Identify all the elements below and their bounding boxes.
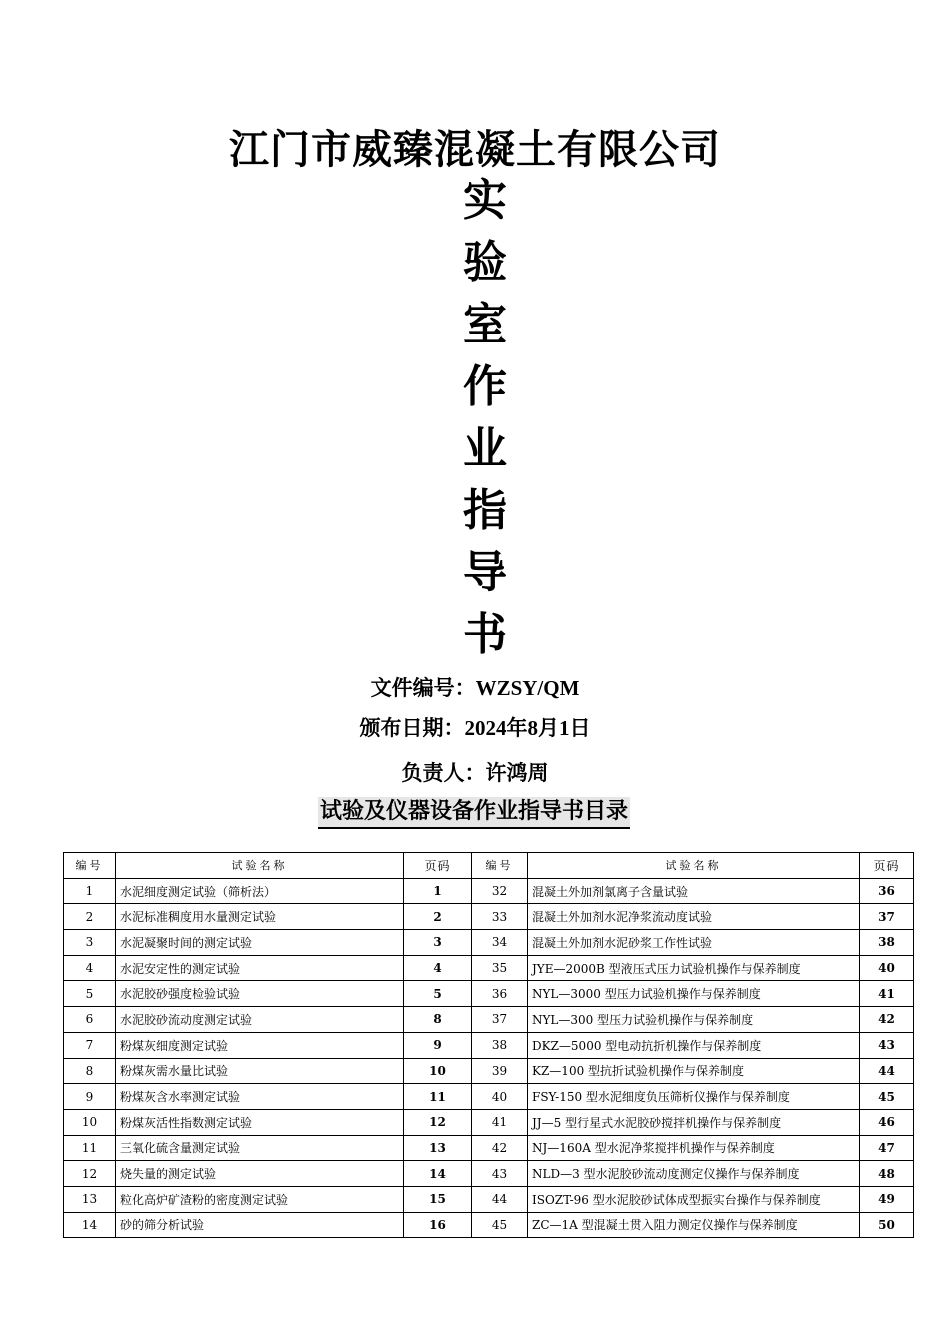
item-page: 15 <box>404 1186 472 1212</box>
company-name: 江门市威臻混凝土有限公司 <box>229 127 721 173</box>
item-number: 1 <box>64 878 116 904</box>
item-page: 37 <box>860 904 914 930</box>
item-number: 36 <box>472 981 528 1007</box>
item-name: ISOZT-96 型水泥胶砂试体成型振实台操作与保养制度 <box>528 1186 860 1212</box>
item-name: 三氧化硫含量测定试验 <box>116 1135 404 1161</box>
item-name: 水泥标准稠度用水量测定试验 <box>116 904 404 930</box>
item-number: 6 <box>64 1007 116 1033</box>
item-number: 7 <box>64 1032 116 1058</box>
item-page: 38 <box>860 930 914 956</box>
title-char: 室 <box>463 299 507 350</box>
item-page: 3 <box>404 930 472 956</box>
doc-number: 文件编号：WZSY/QM <box>370 676 580 700</box>
header-page: 页码 <box>404 853 472 879</box>
item-number: 8 <box>64 1058 116 1084</box>
item-name: 粉煤灰活性指数测定试验 <box>116 1109 404 1135</box>
item-page: 1 <box>404 878 472 904</box>
item-name: NLD—3 型水泥胶砂流动度测定仪操作与保养制度 <box>528 1161 860 1187</box>
item-page: 43 <box>860 1032 914 1058</box>
table-row <box>64 981 914 1007</box>
toc-title: 试验及仪器设备作业指导书目录 <box>318 797 630 829</box>
item-page: 12 <box>404 1109 472 1135</box>
item-number: 3 <box>64 930 116 956</box>
header-no: 编号 <box>472 853 528 879</box>
table-row <box>64 1109 914 1135</box>
item-number: 37 <box>472 1007 528 1033</box>
item-name: JYE—2000B 型液压式压力试验机操作与保养制度 <box>528 955 860 981</box>
item-page: 41 <box>860 981 914 1007</box>
item-number: 45 <box>472 1212 528 1238</box>
title-char: 书 <box>463 609 507 660</box>
item-number: 2 <box>64 904 116 930</box>
item-number: 43 <box>472 1161 528 1187</box>
item-number: 44 <box>472 1186 528 1212</box>
table-row <box>64 1135 914 1161</box>
item-name: 粉煤灰需水量比试验 <box>116 1058 404 1084</box>
table-row <box>64 1058 914 1084</box>
item-name: 粒化高炉矿渣粉的密度测定试验 <box>116 1186 404 1212</box>
item-page: 10 <box>404 1058 472 1084</box>
item-number: 34 <box>472 930 528 956</box>
title-char: 作 <box>463 361 507 412</box>
item-page: 47 <box>860 1135 914 1161</box>
item-page: 11 <box>404 1084 472 1110</box>
item-page: 45 <box>860 1084 914 1110</box>
item-page: 46 <box>860 1109 914 1135</box>
header-name: 试验名称 <box>528 853 860 879</box>
item-name: 粉煤灰细度测定试验 <box>116 1032 404 1058</box>
table-row <box>64 1186 914 1212</box>
item-name: NYL—3000 型压力试验机操作与保养制度 <box>528 981 860 1007</box>
item-name: 水泥胶砂强度检验试验 <box>116 981 404 1007</box>
item-name: DKZ—5000 型电动抗折机操作与保养制度 <box>528 1032 860 1058</box>
title-char: 业 <box>463 423 507 474</box>
header-no: 编号 <box>64 853 116 879</box>
table-row <box>64 1161 914 1187</box>
item-name: 混凝土外加剂水泥净浆流动度试验 <box>528 904 860 930</box>
item-name: FSY-150 型水泥细度负压筛析仪操作与保养制度 <box>528 1084 860 1110</box>
item-number: 4 <box>64 955 116 981</box>
item-number: 9 <box>64 1084 116 1110</box>
item-number: 5 <box>64 981 116 1007</box>
table-row <box>64 1212 914 1238</box>
table-row <box>64 878 914 904</box>
item-page: 4 <box>404 955 472 981</box>
item-number: 35 <box>472 955 528 981</box>
item-number: 33 <box>472 904 528 930</box>
item-name: 混凝土外加剂水泥砂浆工作性试验 <box>528 930 860 956</box>
item-page: 14 <box>404 1161 472 1187</box>
item-number: 39 <box>472 1058 528 1084</box>
responsible-person: 负责人：许鸿周 <box>401 761 549 785</box>
table-row <box>64 1007 914 1033</box>
item-page: 49 <box>860 1186 914 1212</box>
title-char: 指 <box>463 485 507 536</box>
item-number: 41 <box>472 1109 528 1135</box>
header-page: 页码 <box>860 853 914 879</box>
item-name: 砂的筛分析试验 <box>116 1212 404 1238</box>
item-number: 14 <box>64 1212 116 1238</box>
item-page: 9 <box>404 1032 472 1058</box>
item-name: 烧失量的测定试验 <box>116 1161 404 1187</box>
item-page: 44 <box>860 1058 914 1084</box>
table-row <box>64 1084 914 1110</box>
vertical-title <box>440 170 530 666</box>
item-page: 50 <box>860 1212 914 1238</box>
item-name: 水泥安定性的测定试验 <box>116 955 404 981</box>
item-number: 11 <box>64 1135 116 1161</box>
title-char: 导 <box>463 547 507 598</box>
table-header <box>64 853 914 879</box>
title-char: 验 <box>463 237 507 288</box>
header-name: 试验名称 <box>116 853 404 879</box>
item-number: 40 <box>472 1084 528 1110</box>
item-number: 10 <box>64 1109 116 1135</box>
toc-table <box>63 852 914 1238</box>
item-name: 水泥胶砂流动度测定试验 <box>116 1007 404 1033</box>
item-page: 5 <box>404 981 472 1007</box>
table-row <box>64 1032 914 1058</box>
table-row <box>64 904 914 930</box>
item-name: 粉煤灰含水率测定试验 <box>116 1084 404 1110</box>
item-number: 12 <box>64 1161 116 1187</box>
title-char: 实 <box>463 175 507 226</box>
item-page: 42 <box>860 1007 914 1033</box>
item-name: 水泥凝聚时间的测定试验 <box>116 930 404 956</box>
item-page: 2 <box>404 904 472 930</box>
item-name: NJ—160A 型水泥净浆搅拌机操作与保养制度 <box>528 1135 860 1161</box>
item-number: 13 <box>64 1186 116 1212</box>
item-number: 38 <box>472 1032 528 1058</box>
item-page: 8 <box>404 1007 472 1033</box>
item-page: 13 <box>404 1135 472 1161</box>
item-page: 36 <box>860 878 914 904</box>
issue-date: 颁布日期：2024年8月1日 <box>359 716 591 740</box>
item-name: 水泥细度测定试验（筛析法） <box>116 878 404 904</box>
table-row <box>64 955 914 981</box>
item-number: 42 <box>472 1135 528 1161</box>
item-name: NYL—300 型压力试验机操作与保养制度 <box>528 1007 860 1033</box>
table-row <box>64 930 914 956</box>
item-number: 32 <box>472 878 528 904</box>
item-name: 混凝土外加剂氯离子含量试验 <box>528 878 860 904</box>
item-page: 48 <box>860 1161 914 1187</box>
item-name: JJ—5 型行星式水泥胶砂搅拌机操作与保养制度 <box>528 1109 860 1135</box>
item-page: 16 <box>404 1212 472 1238</box>
item-name: ZC—1A 型混凝土贯入阻力测定仪操作与保养制度 <box>528 1212 860 1238</box>
item-page: 40 <box>860 955 914 981</box>
item-name: KZ—100 型抗折试验机操作与保养制度 <box>528 1058 860 1084</box>
